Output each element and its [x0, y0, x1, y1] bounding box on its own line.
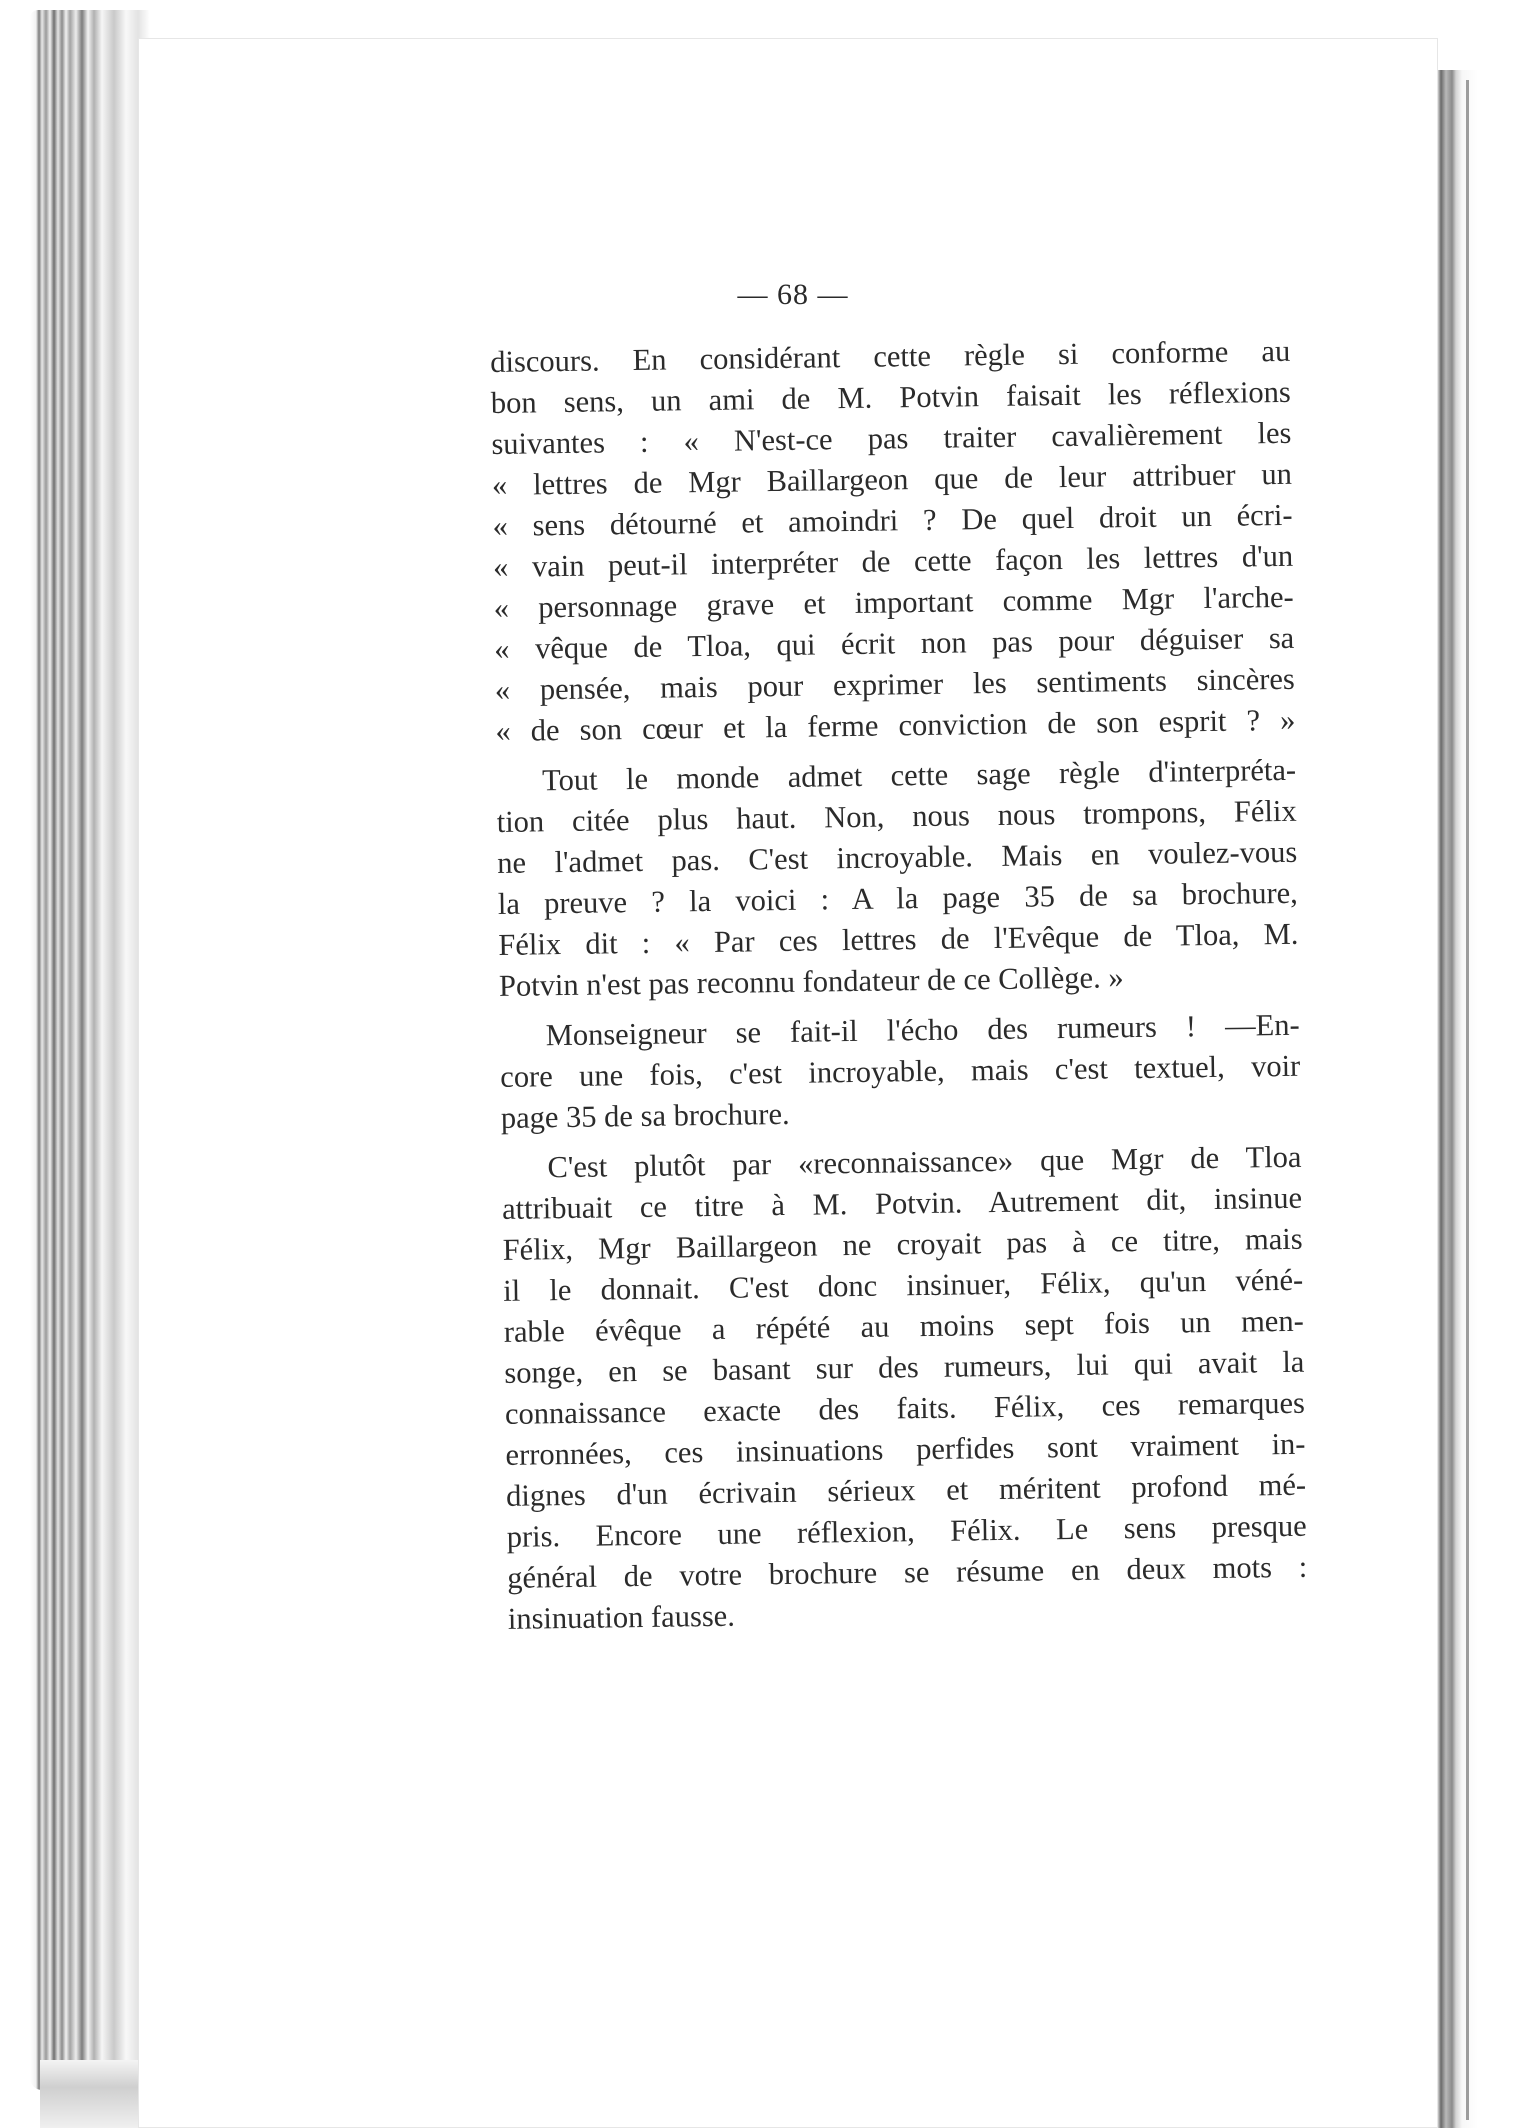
text-line: bon sens, un ami de M. Potvin faisait les réflexions — [490, 374, 1292, 420]
text-line: Félix dit : « Par ces lettres de l'Evêque de Tloa, M. — [498, 916, 1299, 962]
body-text — [490, 331, 1308, 1640]
text-line: discours. En considérant cette règle si conforme au — [490, 333, 1291, 379]
text-line: dignes d'un écrivain sérieux et méritent profond mé- — [505, 1467, 1307, 1513]
text-line: core une fois, c'est incroyable, mais c'est textuel, voir — [500, 1048, 1301, 1094]
text-line: « sens détourné et amoindri ? De quel droit un écri- — [492, 497, 1293, 543]
text-line: « de son cœur et la ferme conviction de son esprit ? » — [495, 702, 1296, 748]
text-line: Potvin n'est pas reconnu fondateur de ce Collège. » — [498, 960, 1124, 1003]
text-line: « pensée, mais pour exprimer les sentiments sincères — [494, 661, 1296, 707]
text-line: connaissance exacte des faits. Félix, ces remarques — [504, 1385, 1306, 1431]
text-line: la preuve ? la voici : A la page 35 de sa brochure, — [497, 875, 1299, 921]
right-binding-edge — [1438, 70, 1536, 2128]
text-line: « lettres de Mgr Baillargeon que de leur attribuer un — [491, 456, 1293, 502]
text-line: insinuation fausse. — [507, 1598, 736, 1636]
text-line: « personnage grave et important comme Mgr l'arche- — [493, 579, 1294, 625]
text-line: attribuait ce titre à M. Potvin. Autrement dit, insinue — [501, 1180, 1303, 1226]
text-line: « vêque de Tloa, qui écrit non pas pour déguiser sa — [494, 620, 1295, 666]
text-line: « vain peut-il interpréter de cette façon les lettres d'un — [492, 538, 1294, 584]
text-line: songe, en se basant sur des rumeurs, lui qui avait la — [504, 1344, 1305, 1390]
text-line: rable évêque a répété au moins sept fois un men- — [503, 1303, 1304, 1349]
text-line: ne l'admet pas. C'est incroyable. Mais en voulez-vous — [497, 834, 1298, 880]
text-line: Tout le monde admet cette sage règle d'interpréta- — [541, 752, 1297, 798]
left-page-edges — [30, 10, 150, 2090]
text-line: Félix, Mgr Baillargeon ne croyait pas à ce titre, mais — [502, 1221, 1303, 1267]
page-number-header — [0, 278, 1536, 312]
text-line: Monseigneur se fait-il l'écho des rumeurs ! —En- — [545, 1007, 1300, 1053]
text-line: C'est plutôt par «reconnaissance» que Mgr de Tloa — [547, 1139, 1302, 1185]
text-line: erronnées, ces insinuations perfides sont vraiment in- — [505, 1426, 1306, 1472]
page-number: — 68 — — [737, 278, 849, 311]
text-line: il le donnait. C'est donc insinuer, Félix, qu'un véné- — [503, 1262, 1304, 1308]
text-line: tion citée plus haut. Non, nous nous trompons, Félix — [496, 793, 1297, 839]
text-line: suivantes : « N'est-ce pas traiter cavalièrement les — [491, 415, 1292, 461]
text-line: général de votre brochure se résume en deux mots : — [507, 1549, 1308, 1595]
text-line: pris. Encore une réflexion, Félix. Le sens presque — [506, 1508, 1307, 1554]
text-line: page 35 de sa brochure. — [500, 1096, 790, 1135]
right-binding-line — [1466, 80, 1469, 2120]
